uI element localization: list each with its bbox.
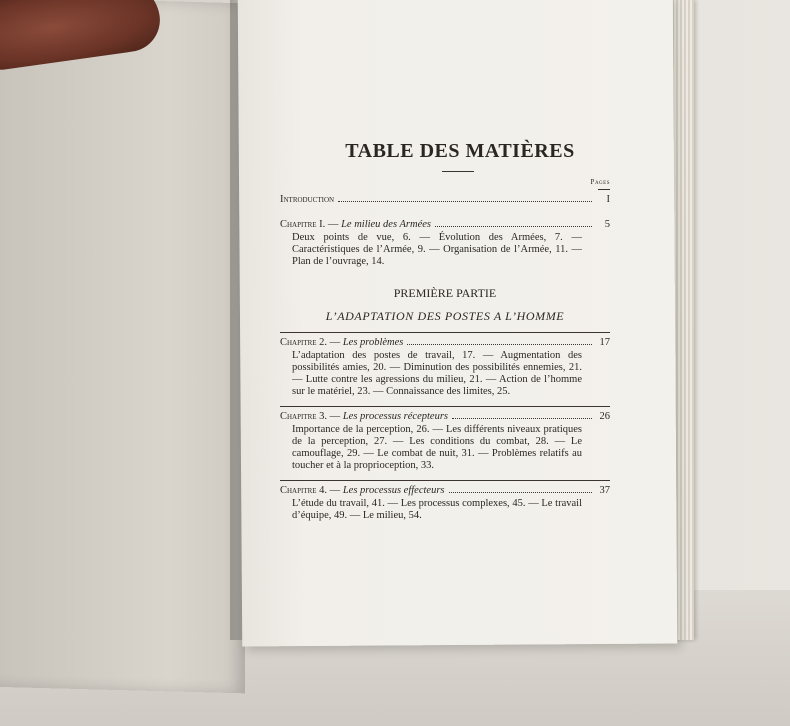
chapter-title: Le milieu des Armées [341, 219, 431, 230]
entry-label: Introduction [280, 194, 335, 205]
entry-page: I [606, 194, 610, 205]
entry-page: 26 [599, 411, 610, 422]
pages-rule [598, 189, 610, 190]
toc-entry-chapter-3 [280, 411, 610, 422]
entry-label [280, 411, 448, 422]
toc-entry-introduction [280, 194, 610, 205]
chapter-prefix: Chapitre 2. — [280, 337, 343, 348]
dot-leader [452, 418, 592, 419]
dot-leader [435, 226, 592, 227]
chapter-description: Importance de la perception, 26. — Les différents niveaux pratiques de la perception, 27. — Les conditions du combat, 28. — Le camouflage, 29. — Le combat de nuit, 31. — Problèmes relatifs au toucher et à la proprioception, 33. [292, 424, 582, 471]
chapter-description: Deux points de vue, 6. — Évolution des Armées, 7. — Caractéristiques de l’Armée, 9. — Organisation de l’Armée, 11. — Plan de l’ouvrage, 14. [292, 232, 582, 267]
entry-label [280, 219, 431, 230]
chapter-prefix: Chapitre 3. — [280, 411, 343, 422]
chapter-title: Les problèmes [342, 337, 404, 348]
title-rule [442, 171, 474, 172]
section-divider [280, 332, 610, 333]
entry-label [280, 485, 445, 496]
entry-page: 37 [599, 485, 610, 496]
part-subtitle: L’ADAPTATION DES POSTES A L’HOMME [325, 309, 565, 323]
entry-page: 5 [604, 219, 610, 230]
toc-entry-chapter-4 [280, 485, 610, 496]
table-of-contents [280, 140, 610, 522]
entry-page: 17 [599, 337, 610, 348]
pages-header: Pages [590, 178, 610, 186]
left-page [0, 0, 245, 693]
dot-leader [407, 344, 592, 345]
chapter-description: L’étude du travail, 41. — Les processus complexes, 45. — Le travail d’équipe, 49. — Le milieu, 54. [292, 498, 582, 521]
dot-leader [338, 201, 592, 202]
toc-entry-chapter-1 [280, 219, 610, 230]
section-divider [280, 406, 610, 407]
toc-entry-chapter-2 [280, 337, 610, 348]
dot-leader [449, 492, 593, 493]
chapter-title: Les processus récepteurs [342, 411, 448, 422]
chapter-prefix: Chapitre 4. — [280, 485, 343, 496]
chapter-prefix: Chapitre I. — [280, 219, 342, 230]
section-divider [280, 480, 610, 481]
toc-title: TABLE DES MATIÈRES [345, 140, 575, 162]
part-heading: PREMIÈRE PARTIE [393, 286, 497, 300]
chapter-title: Les processus effecteurs [342, 485, 445, 496]
entry-label [280, 337, 403, 348]
chapter-description: L’adaptation des postes de travail, 17. — Augmentation des possibilités amies, 20. — Diminution des possibilités ennemies, 21. — Lutte contre les agressions du milieu, 21. — Action de l’homme sur le matériel, 23. — Connaissance des limites, 25. [292, 350, 582, 397]
